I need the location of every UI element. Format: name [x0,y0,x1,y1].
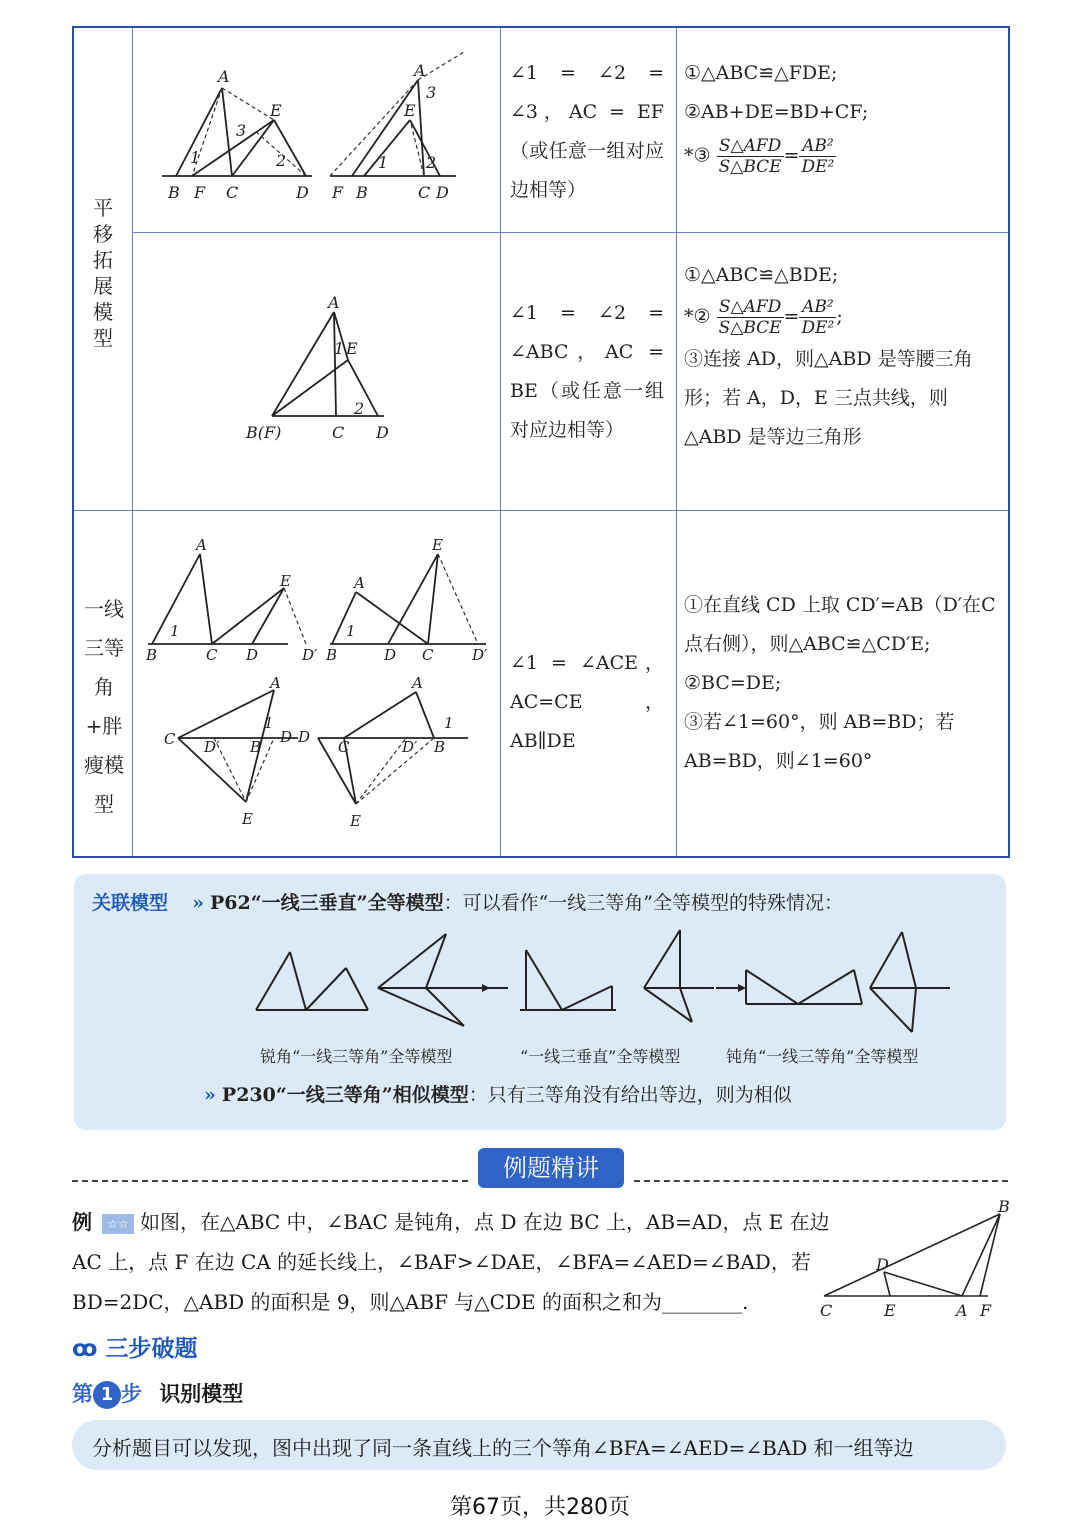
analysis-text: 分析题目可以发现，图中出现了同一条直线上的三个等角∠BFA=∠AED=∠BAD 和一组等边 [92,1436,914,1460]
related-link-1[interactable]: P62“一线三垂直”全等模型 [209,892,444,914]
table-divider [132,28,133,856]
figure-label: B [998,1200,1010,1216]
figure-label: D [384,646,397,664]
figure-label: C [164,730,176,748]
caption-perpendicular: “一线三垂直”全等模型 [520,1047,681,1066]
figure-label: 3 [236,121,247,140]
figure-translation-2 [230,290,430,460]
answer-blank[interactable]: ________ [661,1290,742,1314]
figure-label: A [196,536,207,554]
row-label-translation: 平移拓展模型 [93,196,113,350]
figure-label: E [404,101,416,120]
figure-label: D′ [402,738,418,756]
conclusion-line: ②BC=DE; [684,672,782,694]
conclusion-line: *② [684,305,711,328]
figure-label: 1 [378,153,389,172]
figure-label: D [876,1255,889,1274]
figure-label: E [350,812,361,830]
figure-label: 1 [190,148,201,167]
step-suffix: 步 [121,1382,142,1406]
figure-label: D [296,183,309,202]
example-label: 例 [72,1210,92,1234]
figure-label: D [436,183,449,202]
divider [634,1180,1008,1182]
figure-label: E [280,572,291,590]
step-1-heading [72,1378,243,1409]
conclusion-translation-1: ①△ABC≌△FDE; ②AB+DE=BD+CF; *③ $\frac{\text{S△AFD}}{\text{S△BCE}}$ = $\frac{\text{AB²}}{\text{DE²}}$ [684,54,1002,177]
example-text: 如图，在△ABC 中，∠BAC 是钝角，点 D 在边 BC 上，AB=AD，点 E 在边 [140,1210,830,1234]
figure-label: C [226,183,239,202]
figure-label: A [270,674,281,692]
figure-label: F [332,183,344,202]
figure-label: D [246,646,259,664]
three-steps-heading [72,1330,197,1363]
divider [72,1180,468,1182]
link-icon: ꝏ [72,1336,98,1362]
difficulty-badge: ☆☆ [102,1214,134,1234]
figure-label: A [218,67,230,86]
conclusion-one-line [684,586,1002,781]
figure-label: A [354,574,365,592]
caption-acute: 锐角“一线三等角”全等模型 [260,1047,453,1066]
figure-label: 1 [170,622,180,640]
figure-label: B(F) [246,423,282,442]
row-label-one-line: 一线三等角+胖瘦模型 [84,597,124,816]
figure-label: C [206,646,218,664]
related-title: 关联模型 [92,892,169,914]
figure-label: D [298,728,311,746]
figure-label: A [328,293,340,312]
figure-one-line-three-angles [134,532,500,842]
figure-label: E [346,339,358,358]
figure-translation-1 [134,30,500,230]
figure-label: D′ [204,738,220,756]
figure-label: E [884,1301,896,1320]
step-number: 1 [93,1381,121,1409]
conclusion-line: ①△ABC≌△FDE; [684,62,838,84]
condition-translation-2: ∠1 = ∠2 = ∠ABC，AC = BE（或任意一组对应边相等） [510,302,664,441]
table-divider [500,28,501,856]
conclusion-line: *③ [684,144,711,167]
figure-label: C [332,423,345,442]
figure-label: 1 [264,714,274,732]
area-ratio: $\frac{\text{S△AFD}}{\text{S△BCE}}$ [718,297,782,338]
figure-label: A [956,1301,968,1320]
table-divider [676,28,677,856]
area-ratio: $\frac{\text{S△AFD}}{\text{S△BCE}}$ [718,136,782,177]
related-line-2 [204,1080,792,1107]
figure-label: C [338,738,350,756]
figure-label: 2 [354,399,365,418]
three-steps-title: 三步破题 [105,1336,198,1362]
figure-label: 2 [426,153,437,172]
figure-label: E [432,536,443,554]
figure-label: F [194,183,206,202]
figure-label: 2 [276,151,287,170]
conclusion-line: ①△ABC≌△BDE; [684,264,839,286]
example-line-1 [72,1206,830,1235]
conclusion-line: ③连接 AD，则△ABD 是等腰三角形；若 A，D，E 三点共线，则△ABD 是等边三角形 [684,348,973,448]
figure-label: E [270,101,282,120]
related-link-2[interactable]: P230“一线三等角”相似模型 [221,1084,469,1106]
figure-label: 1 [346,622,356,640]
example-figure [812,1200,1022,1320]
figure-label: C [422,646,434,664]
side-ratio: $\frac{\text{AB²}}{\text{DE²}}$ [801,136,835,177]
figure-label: B [250,738,262,756]
condition-translation-1: ∠1 = ∠2 = ∠3，AC = EF（或任意一组对应边相等） [510,62,664,201]
figure-label: A [412,674,423,692]
double-chevron-icon: » [192,892,204,914]
example-line-3: BD=2DC，△ABD 的面积是 9，则△ABF 与△CDE 的面积之和为________. [72,1290,749,1314]
related-line-1 [92,888,843,915]
figure-label: 1 [444,714,454,732]
figure-label: D′ [472,646,488,664]
figure-label: B [168,183,180,202]
table-divider [74,510,1008,511]
related-desc-1: ：可以看作“一线三等角”全等模型的特殊情况： [443,892,844,914]
double-chevron-icon: » [204,1084,216,1106]
figure-label: B [356,183,368,202]
example-section-title: 例题精讲 [478,1148,624,1188]
figure-label: D′ [302,646,318,664]
conclusion-line: ①在直线 CD 上取 CD′=AB（D′在C 点右侧），则△ABC≌△CD′E; [684,594,996,655]
figure-label: C [418,183,431,202]
step-title: 识别模型 [159,1382,244,1406]
condition-one-line: ∠1 = ∠ACE，AC=CE，AB∥DE [510,652,664,752]
related-models-figures [250,926,960,1038]
example-text: BD=2DC，△ABD 的面积是 9，则△ABF 与△CDE 的面积之和为 [72,1290,662,1314]
conclusion-translation-2: ①△ABC≌△BDE; *② $\frac{\text{S△AFD}}{\text{S△BCE}}$ = $\frac{\text{AB²}}{\text{DE²}}$ ; ③连接 AD，则△ABD 是等腰三角形；若 A，D，E 三点共线，则△ABD 是等边三角形 [684,256,1002,457]
conclusion-line: ③若∠1=60°，则 AB=BD；若 AB=BD，则∠1=60° [684,711,955,772]
figure-label: A [414,61,426,80]
caption-obtuse: 钝角“一线三等角”全等模型 [726,1047,919,1066]
step-prefix: 第 [72,1382,93,1406]
figure-label: E [242,810,253,828]
related-desc-2: ：只有三等角没有给出等边，则为相似 [468,1084,792,1106]
figure-label: B [146,646,158,664]
figure-label: F [980,1301,992,1320]
figure-label: B [434,738,446,756]
figure-label: 1 [334,339,345,358]
side-ratio: $\frac{\text{AB²}}{\text{DE²}}$ [801,297,835,338]
figure-label: D [376,423,389,442]
figure-label: C [820,1301,833,1320]
example-line-2: AC 上，点 F 在边 CA 的延长线上，∠BAF>∠DAE，∠BFA=∠AED=∠BAD，若 [72,1250,811,1274]
figure-label: D [280,728,293,746]
conclusion-line: ②AB+DE=BD+CF; [684,101,869,123]
table-divider [132,232,1008,233]
figure-label: 3 [426,83,437,102]
figure-label: B [326,646,338,664]
page-footer: 第67页，共280页 [450,1495,630,1520]
